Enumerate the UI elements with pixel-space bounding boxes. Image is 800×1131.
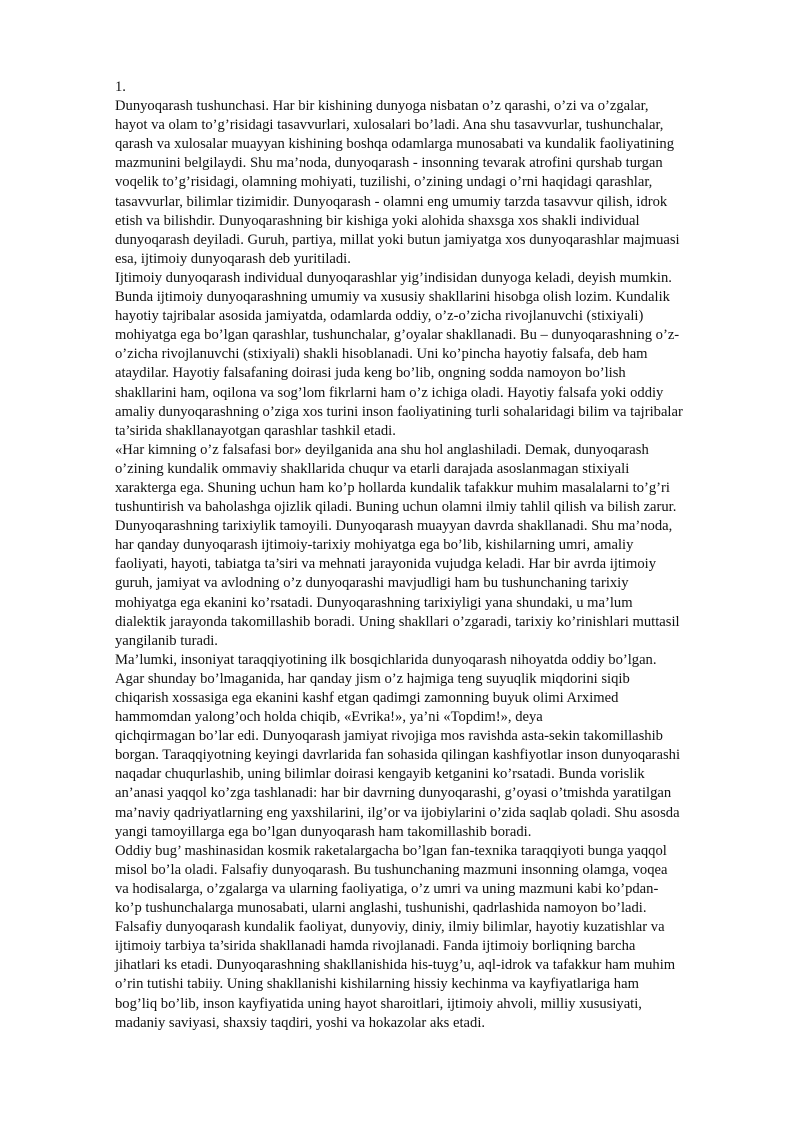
text-line: chiqarish xossasiga ega ekanini kashf etgan qadimgi zamonning buyuk olimi Arximed: [115, 690, 619, 706]
text-line: an’anasi yaqqol ko’zga tashlanadi: har bir davrning dunyoqarashi, g’oyasi o’tmishda yaratilgan: [115, 785, 672, 802]
document-page: [115, 78, 745, 1033]
text-line: amaliy dunyoqarashning o’ziga xos turini inson faoliyatining turli sohalaridagi bilim va tajribalar: [115, 403, 683, 420]
text-line: naqadar chuqurlashib, uning bilimlar doirasi kengayib ketganini ko’rsatadi. Bunda vorislik: [115, 766, 645, 783]
text-line: etish va bilishdir. Dunyoqarashning bir kishiga yoki alohida shaxsga xos shakli individual: [115, 212, 640, 229]
text-line: mazmunini belgilaydi. Shu ma’noda, dunyoqarash - insonning tevarak atrofini qurshab turgan: [115, 155, 663, 172]
text-line: ko’p tushunchalarga munosabati, ularni anglashi, tushunishi, qadrlashida namoyon bo’ladi.: [115, 900, 647, 917]
text-line: Falsafiy dunyoqarash kundalik faoliyat, dunyoviy, diniy, ilmiy bilimlar, hayotiy kuzatishlar va: [115, 919, 665, 936]
text-line: yangilanib turadi.: [115, 632, 218, 649]
text-line: ma’naviy qadriyatlarning eng yaxshilarini, ilg’or va ijobiylarini o’zida saqlab qoladi. Shu asosda: [115, 804, 680, 821]
text-line: Dunyoqarash tushunchasi. Har bir kishining dunyoga nisbatan o’z qarashi, o’zi va o’zgalar,: [115, 98, 649, 115]
text-line: «Har kimning o’z falsafasi bor» deyilganida ana shu hol anglashiladi. Demak, dunyoqarash: [115, 441, 649, 458]
text-line: dunyoqarash deyiladi. Guruh, partiya, millat yoki butun jamiyatga xos dunyoqarashlar majmuasi: [115, 231, 680, 248]
text-line: Ma’lumki, insoniyat taraqqiyotining ilk bosqichlarida dunyoqarash nihoyatda oddiy bo’lgan.: [115, 651, 657, 668]
text-line: Agar shunday bo’lmaganida, har qanday jism o’z hajmiga teng suyuqlik miqdorini siqib: [115, 670, 630, 687]
text-line: hammomdan yalong’och holda chiqib, «Evrika!», ya’ni «Topdim!», deya: [115, 709, 543, 726]
text-line: Dunyoqarashning tarixiylik tamoyili. Dunyoqarash muayyan davrda shakllanadi. Shu ma’noda,: [115, 518, 673, 535]
text-line: borgan. Taraqqiyotning keyingi davrlarida fan sohasida qilingan kashfiyotlar inson dunyoqarashi: [115, 747, 681, 764]
text-line: faoliyati, hayoti, tabiatga ta’siri va mehnati jarayonida vujudga keladi. Har bir avrda ijtimoiy: [115, 556, 657, 573]
page-number: 1.: [115, 79, 126, 95]
text-line: guruh, jamiyat va avlodning o’z dunyoqarashi mavjudligi ham bu tushunchaning tarixiy: [115, 575, 629, 592]
text-line: madaniy saviyasi, shaxsiy taqdiri, yoshi va hokazolar aks etadi.: [115, 1014, 486, 1031]
text-line: Oddiy bug’ mashinasidan kosmik raketalargacha bo’lgan fan-texnika taraqqiyoti bunga yaqqol: [115, 842, 667, 859]
text-line: Bunda ijtimoiy dunyoqarashning umumiy va xususiy shakllarini hisobga olish lozim. Kundalik: [115, 289, 670, 306]
text-line: o’rin tutishi tabiiy. Uning shakllanishi kishilarning hissiy kechinma va kayfiyatlariga ham: [115, 976, 639, 993]
text-line: mohiyatga ega ekanini ko’rsatadi. Dunyoqarashning tarixiyligi yana shundaki, u ma’lum: [115, 594, 633, 611]
text-line: ataydilar. Hayotiy falsafaning doirasi juda keng bo’lib, ongning sodda namoyon bo’lish: [115, 365, 626, 382]
text-line: hayotiy tajribalar asosida jamiyatda, odamlarda oddiy, o’z-o’zicha rivojlanuvchi (stixiyali): [115, 308, 644, 325]
text-line: voqelik to’g’risidagi, olamning mohiyati, tuzilishi, o’zining undagi o’rni haqidagi qarashlar,: [115, 174, 653, 191]
text-line: har qanday dunyoqarash ijtimoiy-tarixiy mohiyatga ega bo’lib, kishilarning umri, amaliy: [115, 537, 634, 554]
text-line: qichqirmagan bo’lar edi. Dunyoqarash jamiyat rivojiga mos ravishda asta-sekin takomillashib: [115, 728, 663, 745]
text-line: va hodisalarga, o’zgalarga va ularning faoliyatiga, o’z umri va uning mazmuni kabi ko’pdan-: [115, 880, 659, 897]
text-line: o’zicha rivojlanuvchi (stixiyali) shakli hisoblanadi. Uni ko’pincha hayotiy falsafa, deb ham: [115, 346, 648, 363]
text-line: tushuntirish va baholashga ojizlik qiladi. Buning uchun olamni ilmiy tahlil qilish va bilish zarur.: [115, 499, 677, 516]
text-line: shakllarini ham, oqilona va sog’lom fikrlarni ham o’z ichiga oladi. Hayotiy falsafa yoki oddiy: [115, 384, 664, 401]
text-line: bog’liq bo’lib, inson kayfiyatida uning hayot sharoitlari, ijtimoiy ahvoli, milliy xususiyati,: [115, 995, 642, 1012]
text-line: ijtimoiy tarbiya ta’sirida shakllanadi hamda rivojlanadi. Fanda ijtimoiy borliqning barcha: [115, 938, 636, 955]
text-line: ta’sirida shakllanayotgan qarashlar tashkil etadi.: [115, 422, 396, 439]
text-line: xarakterga ega. Shuning uchun ham ko’p hollarda kundalik tafakkur muhim masalalarni to’g’ri: [115, 479, 670, 496]
text-line: esa, ijtimoiy dunyoqarash deb yuritiladi.: [115, 250, 351, 267]
text-line: o’zining kundalik ommaviy shakllarida chuqur va etarli darajada asoslanmagan stixiyali: [115, 460, 630, 477]
text-line: yangi tamoyillarga ega bo’lgan dunyoqarash ham takomillashib boradi.: [115, 823, 532, 840]
text-line: jihatlari ks etadi. Dunyoqarashning shakllanishida his-tuyg’u, aql-idrok va tafakkur ham muhim: [115, 957, 676, 974]
text-line: Ijtimoiy dunyoqarash individual dunyoqarashlar yig’indisidan dunyoga keladi, deyish mumkin.: [115, 269, 672, 286]
text-line: misol bo’la oladi. Falsafiy dunyoqarash. Bu tushunchaning mazmuni insonning olamga, voqea: [115, 861, 668, 878]
text-line: hayot va olam to’g’risidagi tasavvurlari, xulosalari bo’ladi. Ana shu tasavvurlar, tushunchalar,: [115, 117, 664, 134]
document-body: [115, 97, 745, 1033]
text-line: mohiyatga ega bo’lgan qarashlar, tushunchalar, g’oyalar shakllanadi. Bu – dunyoqarashning o’z-: [115, 327, 680, 344]
text-line: dialektik jarayonda takomillashib boradi. Uning shakllari o’zgaradi, tarixiy ko’rinishlari muttasil: [115, 613, 680, 630]
text-line: tasavvurlar, bilimlar tizimidir. Dunyoqarash - olamni eng umumiy tarzda tasavvur qilish, idrok: [115, 193, 668, 210]
text-line: qarash va xulosalar muayyan kishining boshqa odamlarga munosabati va kundalik faoliyatining: [115, 136, 675, 153]
